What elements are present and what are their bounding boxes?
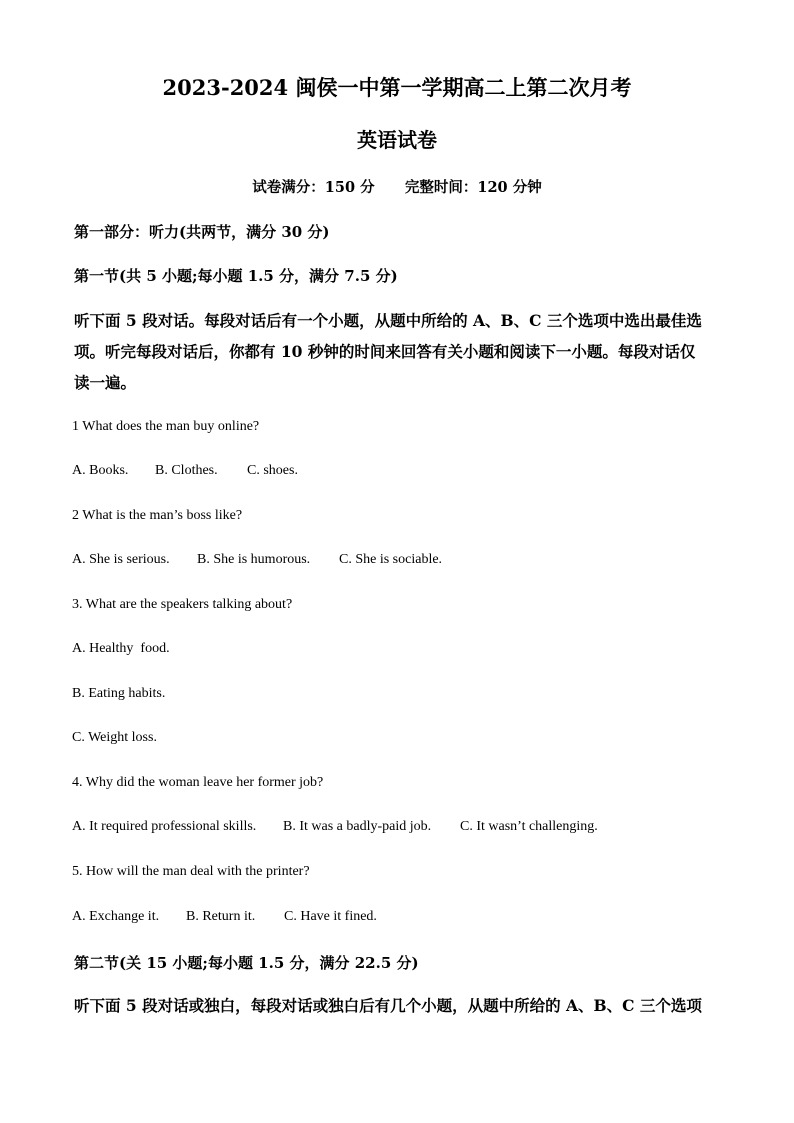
question-3-stem: 3. What are the speakers talking about? (72, 597, 293, 612)
question-1-option-a: A. Books. (72, 463, 129, 478)
exam-subtitle: 英语试卷 (357, 128, 437, 152)
question-2-stem: 2 What is the man’s boss like? (72, 508, 243, 523)
instruction-line: 读一遍。 (74, 373, 137, 392)
section1-instructions (74, 305, 714, 398)
question-1-option-c: C. shoes. (247, 463, 298, 478)
question-1-stem: 1 What does the man buy online? (72, 419, 260, 434)
question-1-option-b: B. Clothes. (155, 463, 218, 478)
exam-title: 2023-2024 闽侯一中第一学期高二上第二次月考 (162, 75, 632, 100)
question-4-option-c: C. It wasn’t challenging. (460, 819, 598, 834)
question-4-option-b: B. It was a badly-paid job. (283, 819, 432, 834)
question-2-option-a: A. She is serious. (72, 552, 170, 567)
question-5-stem: 5. How will the man deal with the printer? (72, 864, 310, 879)
section2-instructions (74, 990, 714, 1021)
question-2-option-b: B. She is humorous. (197, 552, 311, 567)
exam-meta: 试卷满分：150 分 完整时间：120 分钟 (252, 179, 542, 196)
part1-heading: 第一部分：听力(共两节，满分 30 分) (74, 223, 330, 241)
question-3-option-b: B. Eating habits. (72, 686, 166, 701)
instruction-line: 听下面 5 段对话或独白，每段对话或独白后有几个小题，从题中所给的 A、B、C 三个选项 (74, 996, 702, 1015)
instruction-line: 项。听完每段对话后，你都有 10 秒钟的时间来回答有关小题和阅读下一小题。每段对话仅 (74, 342, 696, 361)
question-3-option-c: C. Weight loss. (72, 730, 157, 745)
instruction-line: 听下面 5 段对话。每段对话后有一个小题，从题中所给的 A、B、C 三个选项中选出最佳选 (74, 311, 702, 330)
question-4-option-a: A. It required professional skills. (72, 819, 257, 834)
section2-heading: 第二节(关 15 小题;每小题 1.5 分，满分 22.5 分) (74, 954, 419, 972)
question-5-option-b: B. Return it. (186, 909, 256, 924)
question-2-option-c: C. She is sociable. (339, 552, 443, 567)
question-5-option-a: A. Exchange it. (72, 909, 160, 924)
question-3-option-a: A. Healthy food. (72, 641, 170, 656)
question-5-option-c: C. Have it fined. (284, 909, 377, 924)
section1-heading: 第一节(共 5 小题;每小题 1.5 分，满分 7.5 分) (74, 267, 398, 285)
question-4-stem: 4. Why did the woman leave her former job? (72, 775, 324, 790)
